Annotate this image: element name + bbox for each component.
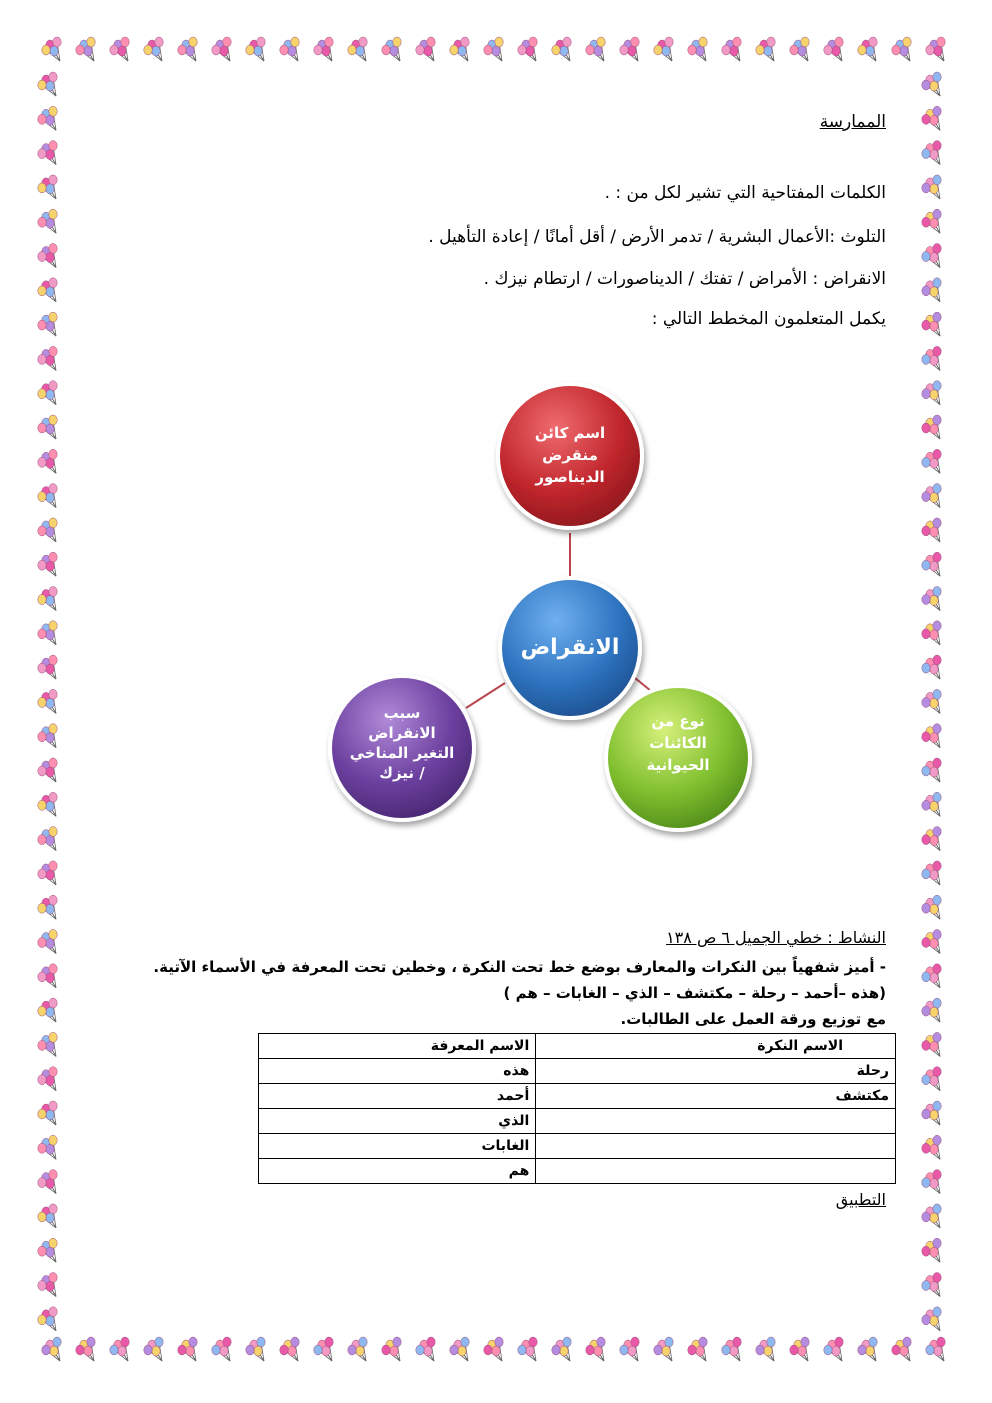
section-heading: الممارسة [819, 112, 886, 132]
extinction-keywords: الانقراض : الأمراض / تفتك / الديناصورات / ارتطام نيزك . [483, 269, 886, 289]
left-label-2: الانقراض [368, 724, 436, 742]
balloon-icon [922, 1238, 941, 1262]
balloon-icon [38, 758, 57, 782]
center-label: الانقراض [520, 635, 620, 660]
balloon-icon [314, 37, 333, 61]
balloon-icon [922, 758, 941, 782]
balloon-icon [38, 175, 57, 199]
balloon-icon [922, 930, 941, 954]
balloon-icon [178, 37, 197, 61]
right-label-2: الكائنات [649, 734, 707, 752]
left-label-4: / نيزك [379, 764, 425, 782]
balloon-icon [38, 484, 57, 508]
balloon-icon [756, 1337, 775, 1361]
balloon-icon [38, 1101, 57, 1125]
balloon-icon [586, 37, 605, 61]
balloon-icon [824, 37, 843, 61]
balloon-icon [38, 587, 57, 611]
right-label-1: نوع من [651, 712, 705, 730]
balloon-icon [38, 1032, 57, 1056]
balloon-icon [824, 1337, 843, 1361]
balloon-icon [314, 1337, 333, 1361]
balloon-icon [790, 1337, 809, 1361]
table-row [259, 1134, 896, 1159]
keywords-intro: الكلمات المفتاحية التي تشير لكل من : . [604, 183, 886, 203]
pollution-keywords: التلوث :الأعمال البشرية / تدمر الأرض / أقل أمانًا / إعادة التأهيل . [428, 227, 886, 247]
cell-indefinite [536, 1109, 896, 1134]
balloon-icon [922, 449, 941, 473]
diagram-intro: يكمل المتعلمون المخطط التالي : [651, 309, 886, 329]
balloon-icon [38, 244, 57, 268]
balloon-icon [348, 37, 367, 61]
balloon-icon [42, 37, 61, 61]
balloon-icon [922, 484, 941, 508]
balloon-icon [922, 861, 941, 885]
balloon-icon [38, 72, 57, 96]
balloon-icon [38, 689, 57, 713]
balloon-icon [110, 1337, 129, 1361]
balloon-icon [922, 587, 941, 611]
balloon-icon [922, 72, 941, 96]
header-definite: الاسم المعرفة [259, 1034, 536, 1059]
balloon-icon [38, 930, 57, 954]
balloon-icon [246, 37, 265, 61]
balloon-icon [922, 1170, 941, 1194]
balloon-icon [722, 1337, 741, 1361]
balloon-icon [38, 861, 57, 885]
balloon-icon [38, 827, 57, 851]
balloon-icon [38, 381, 57, 405]
balloon-icon [416, 37, 435, 61]
table-row [259, 1109, 896, 1134]
balloon-icon [620, 37, 639, 61]
balloon-icon [416, 1337, 435, 1361]
balloon-icon [926, 1337, 945, 1361]
balloon-icon [518, 1337, 537, 1361]
balloon-icon [38, 415, 57, 439]
activity-note: مع توزيع ورقة العمل على الطالبات. [620, 1010, 886, 1028]
balloon-icon [38, 792, 57, 816]
balloon-icon [922, 724, 941, 748]
balloon-icon [280, 1337, 299, 1361]
balloon-icon [922, 1307, 941, 1331]
balloon-icon [38, 1135, 57, 1159]
balloon-icon [654, 1337, 673, 1361]
balloon-icon [38, 106, 57, 130]
balloon-icon [42, 1337, 61, 1361]
header-indefinite: الاسم النكرة [536, 1034, 896, 1059]
balloon-icon [38, 1273, 57, 1297]
balloon-icon [922, 895, 941, 919]
balloon-icon [144, 1337, 163, 1361]
balloon-icon [620, 1337, 639, 1361]
balloon-icon [382, 1337, 401, 1361]
balloon-icon [922, 1101, 941, 1125]
balloon-icon [38, 141, 57, 165]
balloon-icon [922, 415, 941, 439]
balloon-icon [922, 964, 941, 988]
balloon-icon [922, 106, 941, 130]
balloon-icon [922, 1032, 941, 1056]
balloon-icon [688, 37, 707, 61]
balloon-icon [484, 1337, 503, 1361]
top-label-3: الديناصور [535, 468, 605, 486]
balloon-icon [922, 312, 941, 336]
balloon-icon [38, 621, 57, 645]
balloon-icon [38, 724, 57, 748]
table-row [259, 1084, 896, 1109]
balloon-icon [922, 792, 941, 816]
balloon-icon [922, 827, 941, 851]
balloon-icon [892, 1337, 911, 1361]
balloon-icon [922, 518, 941, 542]
balloon-icon [76, 1337, 95, 1361]
nouns-table [258, 1033, 896, 1184]
balloon-icon [858, 1337, 877, 1361]
balloon-icon [922, 1135, 941, 1159]
balloon-icon [38, 312, 57, 336]
balloon-icon [38, 895, 57, 919]
balloon-icon [922, 346, 941, 370]
balloon-icon [38, 552, 57, 576]
balloon-icon [922, 621, 941, 645]
top-label-2: منقرض [542, 446, 598, 464]
cell-indefinite: رحلة [536, 1059, 896, 1084]
balloon-icon [76, 37, 95, 61]
activity-title: النشاط : خطي الجميل ٦ ص ١٣٨ [666, 928, 886, 947]
balloon-icon [212, 1337, 231, 1361]
cell-definite: أحمد [259, 1084, 536, 1109]
activity-words: (هذه –أحمد – رحلة – مكتشف – الذي – الغابات – هم ) [503, 984, 886, 1002]
balloon-icon [38, 1238, 57, 1262]
balloon-icon [790, 37, 809, 61]
balloon-icon [38, 278, 57, 302]
cell-definite: هذه [259, 1059, 536, 1084]
cell-definite: الغابات [259, 1134, 536, 1159]
balloon-icon [246, 1337, 265, 1361]
right-label-3: الحيوانية [646, 756, 710, 774]
balloon-icon [858, 37, 877, 61]
balloon-icon [38, 1170, 57, 1194]
balloon-icon [922, 209, 941, 233]
balloon-icon [922, 655, 941, 679]
cell-indefinite [536, 1134, 896, 1159]
cell-definite: هم [259, 1159, 536, 1184]
balloon-icon [450, 1337, 469, 1361]
left-label-1: سبب [383, 704, 421, 722]
left-label-3: التغير المناخي [349, 744, 455, 762]
balloon-icon [922, 1067, 941, 1091]
balloon-icon [280, 37, 299, 61]
balloon-icon [922, 278, 941, 302]
balloon-icon [922, 175, 941, 199]
balloon-icon [144, 37, 163, 61]
balloon-icon [922, 552, 941, 576]
balloon-icon [552, 1337, 571, 1361]
balloon-icon [212, 37, 231, 61]
connector-left [466, 683, 505, 708]
balloon-icon [110, 37, 129, 61]
balloon-icon [38, 655, 57, 679]
balloon-icon [38, 449, 57, 473]
balloon-icon [922, 381, 941, 405]
balloon-icon [38, 346, 57, 370]
balloon-icon [38, 1204, 57, 1228]
top-label-1: اسم كائن [534, 424, 606, 442]
balloon-icon [922, 1204, 941, 1228]
balloon-icon [654, 37, 673, 61]
balloon-icon [450, 37, 469, 61]
extinction-diagram [300, 378, 710, 838]
balloon-icon [922, 244, 941, 268]
balloon-icon [926, 37, 945, 61]
balloon-icon [484, 37, 503, 61]
balloon-icon [552, 37, 571, 61]
table-row [259, 1059, 896, 1084]
table-header-row [259, 1034, 896, 1059]
cell-indefinite: مكتشف [536, 1084, 896, 1109]
cell-definite: الذي [259, 1109, 536, 1134]
balloon-icon [38, 518, 57, 542]
application-heading: التطبيق [835, 1190, 886, 1209]
balloon-icon [38, 1067, 57, 1091]
balloon-icon [38, 209, 57, 233]
cell-indefinite [536, 1159, 896, 1184]
balloon-icon [586, 1337, 605, 1361]
balloon-icon [38, 1307, 57, 1331]
balloon-icon [348, 1337, 367, 1361]
balloon-icon [38, 998, 57, 1022]
balloon-icon [178, 1337, 197, 1361]
balloon-icon [688, 1337, 707, 1361]
balloon-icon [382, 37, 401, 61]
balloon-icon [922, 689, 941, 713]
table-row [259, 1159, 896, 1184]
balloon-icon [922, 1273, 941, 1297]
balloon-icon [722, 37, 741, 61]
balloon-icon [892, 37, 911, 61]
activity-instruction: - أميز شفهياً بين النكرات والمعارف بوضع خط تحت النكرة ، وخطين تحت المعرفة في الأسماء الآتية. [153, 958, 886, 976]
balloon-icon [518, 37, 537, 61]
balloon-icon [38, 964, 57, 988]
balloon-icon [922, 998, 941, 1022]
balloon-icon [756, 37, 775, 61]
balloon-icon [922, 141, 941, 165]
